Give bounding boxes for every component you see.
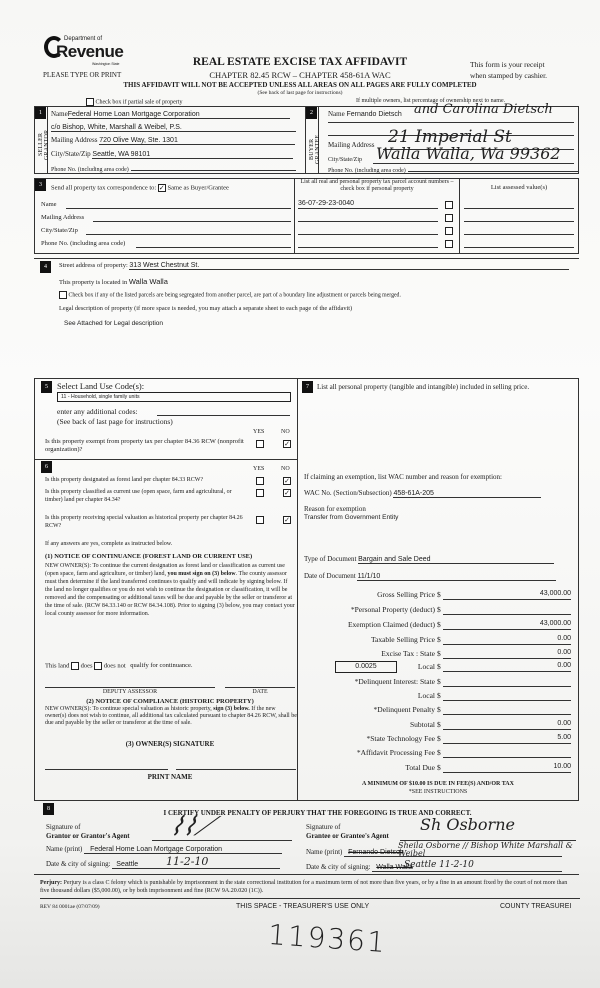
historic-no-checkbox[interactable]: ✓	[284, 516, 290, 524]
doc-type-row: Type of Document Bargain and Sale Deed	[304, 555, 554, 564]
seller-phone-field[interactable]	[131, 163, 296, 171]
notice-compliance-title: (2) NOTICE OF COMPLIANCE (HISTORIC PROPERTY)	[86, 698, 254, 705]
processing-fee-field[interactable]	[443, 748, 571, 758]
seller-name-row: NameFederal Home Loan Mortgage Corporation	[51, 110, 298, 119]
tax-row-gross: Gross Selling Price $ 43,000.00	[377, 590, 571, 599]
grantor-city-field[interactable]: Seattle	[112, 861, 280, 869]
parcel-number-field[interactable]	[298, 239, 438, 248]
owner-signature-line[interactable]	[45, 769, 168, 770]
segregated-checkbox[interactable]	[59, 291, 67, 299]
buyer-phone-row: Phone No. (including area code)	[328, 165, 578, 174]
partial-sale-checkbox[interactable]	[86, 98, 94, 106]
owner-signature-line-2[interactable]	[176, 769, 296, 770]
interest-local-field[interactable]	[443, 691, 571, 701]
seller-city-field[interactable]: Seattle, WA 98101	[92, 151, 293, 159]
total-due-field[interactable]: 10.00	[443, 763, 571, 773]
doc-type-field[interactable]: Bargain and Sale Deed	[358, 556, 554, 564]
no-header: NO	[281, 429, 290, 435]
tax-row-subtotal: Subtotal $ 0.00	[409, 720, 571, 729]
grantee-signature-label: Signature of	[306, 823, 341, 831]
form-revision: REV 84 0001ae (07/07/09)	[40, 904, 100, 910]
buyer-phone-field[interactable]	[408, 165, 578, 172]
legal-description-field[interactable]: See Attached for Legal description	[64, 320, 164, 327]
correspondence-address-field[interactable]	[93, 214, 291, 222]
form-chapter: CHAPTER 82.45 RCW – CHAPTER 458-61A WAC	[209, 70, 391, 80]
additional-codes-row: enter any additional codes:	[57, 407, 138, 416]
forest-yes-checkbox[interactable]	[256, 477, 264, 485]
section-number-1: 1	[35, 107, 46, 119]
correspondence-name-field[interactable]	[66, 201, 291, 209]
excise-local-field[interactable]: 0.00	[443, 662, 571, 672]
assessor-date-label: DATE	[252, 689, 268, 695]
land-use-title: Select Land Use Code(s):	[57, 381, 145, 391]
section-number-4: 4	[40, 261, 51, 273]
located-row: This property is located in Walla Walla	[59, 277, 168, 286]
yes-header: YES	[253, 466, 265, 472]
exemption-claimed-field[interactable]: 43,000.00	[443, 620, 571, 630]
tax-row-tech-fee: *State Technology Fee $ 5.00	[366, 734, 571, 743]
correspondence-city-field[interactable]	[86, 227, 291, 235]
buyer-address-row: Mailing Address 21 Imperial St	[328, 127, 512, 149]
section-number-8: 8	[43, 803, 54, 815]
if-yes-note: If any answers are yes, complete as instructed below.	[45, 541, 173, 547]
assessed-header: List assessed value(s)	[490, 184, 548, 191]
does-qualify-checkbox[interactable]	[71, 662, 79, 670]
does-not-qualify-checkbox[interactable]	[94, 662, 102, 670]
tax-row-total: Total Due $ 10.00	[405, 763, 571, 772]
tax-row-personal: *Personal Property (deduct) $	[300, 605, 600, 617]
correspondence-header: Send all property tax correspondence to: ✓ Same as Buyer/Grantee	[51, 184, 229, 192]
parcel-number-field[interactable]	[298, 213, 438, 222]
print-name-label: PRINT NAME	[147, 773, 193, 781]
tech-fee-field[interactable]: 5.00	[443, 734, 571, 744]
grantee-name-row: Name (print) Fernando Dietsch Sheila Osborne // Bishop White Marshall & Weibel	[306, 848, 562, 857]
logo-top-text: Department of	[64, 36, 103, 42]
assessed-value-field[interactable]	[464, 200, 574, 209]
certify-statement: I CERTIFY UNDER PENALTY OF PERJURY THAT THE FOREGOING IS TRUE AND CORRECT.	[163, 809, 472, 817]
local-rate-field[interactable]: 0.0025	[335, 661, 397, 673]
seller-name-field[interactable]: Federal Home Loan Mortgage Corporation	[68, 111, 290, 119]
buyer-city-handwritten: Walla Walla, Wa 99362	[376, 144, 561, 163]
handwritten-receipt-number: 119361	[266, 917, 388, 960]
current-use-no-checkbox[interactable]: ✓	[284, 489, 290, 497]
forest-land-question: Is this property designated as forest land per chapter 84.33 RCW?	[45, 477, 204, 483]
buyer-address-handwritten: 21 Imperial St	[388, 127, 512, 147]
seller-co-row	[51, 123, 296, 132]
grantor-date-handwritten: 11-2-10	[166, 855, 209, 868]
seller-side-label: SELLER GRANTOR	[38, 129, 50, 160]
buyer-name-field[interactable]: Fernando Dietsch	[346, 111, 402, 118]
legal-description-label: Legal description of property (if more space is needed, you may attach a separate sheet to each page of the affidavit)	[59, 305, 353, 312]
grantor-date-row: Date & city of signing: Seattle 11-2-10	[46, 860, 280, 869]
tax-row-taxable: Taxable Selling Price $ 0.00	[370, 635, 571, 644]
penalty-field[interactable]	[443, 705, 571, 715]
perjury-notice: Perjury: Perjury is a class C felony which is punishable by imprisonment in the state correctional institution for a maximum term of not more than five years, or by a fine in an amount fixed by the court of not more than five thousand dollars ($5,000.00), or by both imprisonment and fine (RCW 9A.20.020 (1C)).	[40, 880, 568, 894]
excise-state-field[interactable]: 0.00	[443, 649, 571, 659]
notice-continuance-title: (1) NOTICE OF CONTINUANCE (FOREST LAND OR CURRENT USE)	[45, 553, 253, 560]
assessed-value-field[interactable]	[464, 239, 574, 248]
grantor-signature-scribble: ⌇⌇⟋	[166, 812, 218, 842]
exemption-label: If claiming an exemption, list WAC number and reason for exemption:	[304, 473, 502, 481]
historic-question: Is this property receiving special valuation as historical property per chapter 84.26 RCW?	[45, 515, 243, 529]
interest-state-field[interactable]	[443, 677, 571, 687]
gross-price-field[interactable]: 43,000.00	[443, 590, 571, 600]
correspondence-address-row: Mailing Address	[41, 214, 84, 221]
grantee-signature-label-bold: Grantee or Grantee's Agent	[306, 832, 389, 840]
tax-row-interest-state: *Delinquent Interest: State $	[300, 677, 600, 689]
doc-date-field[interactable]: 11/1/10	[357, 573, 556, 581]
grantor-signature-label-bold: Grantor or Grantor's Agent	[46, 832, 130, 840]
reason-field[interactable]: Transfer from Government Entity	[304, 514, 399, 521]
grantor-name-field[interactable]: Federal Home Loan Mortgage Corporation	[84, 846, 282, 854]
reason-label: Reason for exemption	[304, 505, 366, 513]
doc-date-row: Date of Document 11/1/10	[304, 572, 556, 581]
grantor-name-row: Name (print) Federal Home Loan Mortgage Corporation	[46, 845, 282, 854]
parcel-number-field[interactable]	[298, 226, 438, 235]
personal-property-checkbox[interactable]	[445, 214, 453, 222]
partial-sale-label: Check box if partial sale of property	[95, 99, 183, 106]
section-number-2: 2	[306, 107, 317, 119]
notice-compliance-body: NEW OWNER(S): To continue special valuation as historic property, sign (3) below. If the new owner(s) does not wish to continue, all additional tax calculated pursuant to chapter 84.26 RCW, shall be due and payable by the seller or transferor at the time of sale.	[45, 706, 297, 726]
tax-row-processing-fee: *Affidavit Processing Fee $	[300, 748, 600, 760]
personal-property-title: List all personal property (tangible and intangible) included in selling price.	[317, 383, 530, 391]
assessed-value-field[interactable]	[464, 226, 574, 235]
same-as-buyer-checkbox[interactable]: ✓	[158, 184, 165, 192]
no-header: NO	[281, 466, 290, 472]
correspondence-phone-field[interactable]	[136, 240, 291, 248]
form-title: REAL ESTATE EXCISE TAX AFFIDAVIT	[192, 56, 408, 68]
subtotal-field[interactable]: 0.00	[443, 720, 571, 730]
please-type-note: PLEASE TYPE OR PRINT	[43, 71, 122, 79]
grantee-date-handwritten: Seattle 11-2-10	[404, 860, 474, 870]
buyer-name-row: Name Fernando Dietsch and Carolina Dietsch	[328, 102, 553, 118]
current-use-yes-checkbox[interactable]	[256, 489, 264, 497]
wac-row: WAC No. (Section/Subsection) 458-61A-205	[304, 489, 541, 498]
tax-row-interest-local: Local $	[300, 691, 600, 703]
multiple-owners-note: If multiple owners, list percentage of ownership next to name.	[356, 98, 506, 104]
street-address-field[interactable]: 313 West Chestnut St.	[129, 262, 569, 270]
see-instructions-note: *SEE INSTRUCTIONS	[408, 789, 468, 795]
seller-address-row: Mailing Address 720 Olive Way, Ste. 1301	[51, 136, 295, 145]
section-number-7: 7	[302, 381, 313, 393]
grantee-signature-scribble: Sh Osborne	[420, 815, 515, 834]
notice-continuance-body: NEW OWNER(S): To continue the current designation as forest land or classification as current use (open space, farm and agriculture, or timber) land, you must sign on (3) below. The county assessor must then determine if the land transferred continues to qualify and will indicate by signing below. If the land no longer qualifies or you do not wish to continue the designation or classification, it will be removed and the compensating or additional taxes will be due and payable by the seller or transferor at the time of sale. (RCW 84.33.140 or RCW 84.34.108). Prior to signing (3) below, you may contact your local county assessor for more information.	[45, 563, 295, 617]
exempt-no-checkbox[interactable]: ✓	[284, 440, 290, 448]
receipt-note-2: when stamped by cashier.	[470, 71, 548, 80]
correspondence-name-row: Name	[41, 201, 57, 208]
treasurer-use-label: THIS SPACE - TREASURER'S USE ONLY	[236, 903, 370, 910]
forest-no-checkbox[interactable]: ✓	[284, 477, 290, 485]
owner-signature-title: (3) OWNER(S) SIGNATURE	[125, 740, 215, 748]
partial-sale-option[interactable]	[86, 98, 182, 106]
receipt-note: This form is your receipt	[470, 60, 545, 69]
tax-row-excise-local: 0.0025 Local $ 0.00	[300, 662, 600, 674]
logo-sub-text: Washington State	[92, 62, 120, 66]
parcel-number-field[interactable]: 36-07-29-23-0040	[298, 200, 438, 209]
buyer-city-row: City/State/Zip Walla Walla, Wa 99362	[328, 144, 561, 163]
tax-row-exemption: Exemption Claimed (deduct) $ 43,000.00	[347, 620, 571, 629]
buyer-side-label: BUYER GRANTEE	[309, 134, 321, 164]
personal-property-field[interactable]	[443, 605, 571, 615]
section-number-5: 5	[41, 381, 52, 393]
section-number-3: 3	[35, 179, 46, 191]
grantee-name-field[interactable]: Fernando Dietsch	[344, 849, 562, 857]
correspondence-city-row: City/State/Zip	[41, 227, 78, 234]
correspondence-phone-row: Phone No. (including area code)	[41, 240, 125, 247]
seller-city-row: City/State/Zip Seattle, WA 98101	[51, 150, 293, 159]
tax-row-penalty: *Delinquent Penalty $	[300, 705, 600, 717]
yes-header: YES	[253, 429, 265, 435]
instructions-note: (See back of last page for instructions)	[257, 90, 343, 96]
exempt-yes-checkbox[interactable]	[256, 440, 264, 448]
street-address-row: Street address of property: 313 West Chestnut St.	[59, 262, 569, 270]
land-use-instructions: (See back of last page for instructions)	[57, 417, 173, 426]
seller-phone-row: Phone No. (including area code)	[51, 163, 296, 173]
taxable-price-field[interactable]: 0.00	[443, 635, 571, 645]
historic-yes-checkbox[interactable]	[256, 516, 264, 524]
continuance-qualify-row: This land does does not qualify for continuance.	[45, 662, 193, 670]
minimum-note: A MINIMUM OF $10.00 IS DUE IN FEE(S) AND/OR TAX	[362, 781, 514, 787]
land-use-code-select[interactable]: 11 - Household, single family units	[57, 392, 291, 402]
exempt-question: Is this property exempt from property tax per chapter 84.36 RCW (nonprofit organization)?	[45, 438, 244, 453]
parcel-header: List all real and personal property tax parcel account numbers – check box if personal property	[300, 179, 454, 192]
tax-row-excise-state: Excise Tax : State $ 0.00	[381, 649, 571, 658]
logo-main-text: Revenue	[56, 42, 124, 61]
grantor-signature-label: Signature of	[46, 823, 81, 831]
assessed-value-field[interactable]	[464, 213, 574, 222]
county-treasurer-label: COUNTY TREASUREI	[500, 903, 572, 910]
section-number-6: 6	[41, 461, 52, 473]
grantee-date-row: Date & city of signing: Walla Walla Seattle 11-2-10	[306, 863, 562, 872]
wac-number-field[interactable]: 458-61A-205	[393, 490, 541, 498]
deputy-assessor-label: DEPUTY ASSESSOR	[102, 689, 158, 695]
grantee-city-field[interactable]: Walla Walla	[372, 864, 562, 872]
seller-co-field[interactable]: c/o Bishop, White, Marshall & Weibel, P.S.	[51, 124, 296, 132]
seller-address-field[interactable]: 720 Olive Way, Ste. 1301	[99, 137, 295, 145]
personal-property-checkbox[interactable]	[445, 227, 453, 235]
additional-codes-field[interactable]	[157, 407, 290, 416]
buyer-name-handwritten: and Carolina Dietsch	[414, 102, 553, 117]
current-use-question: Is this property classified as current use (open space, farm and agricultural, or timber) land per chapter 84.34?	[45, 489, 232, 503]
located-field[interactable]: Walla Walla	[128, 277, 168, 286]
warning-text: THIS AFFIDAVIT WILL NOT BE ACCEPTED UNLESS ALL AREAS ON ALL PAGES ARE FULLY COMPLETED	[123, 81, 477, 89]
segregated-option[interactable]: Check box if any of the listed parcels are being segregated from another parcel, are part of a boundary line adjustment or parcels being merged.	[59, 291, 401, 299]
personal-property-checkbox[interactable]	[445, 201, 453, 209]
personal-property-checkbox[interactable]	[445, 240, 453, 248]
grantee-name-handwritten: Sheila Osborne // Bishop White Marshall & Weibel	[398, 841, 573, 858]
